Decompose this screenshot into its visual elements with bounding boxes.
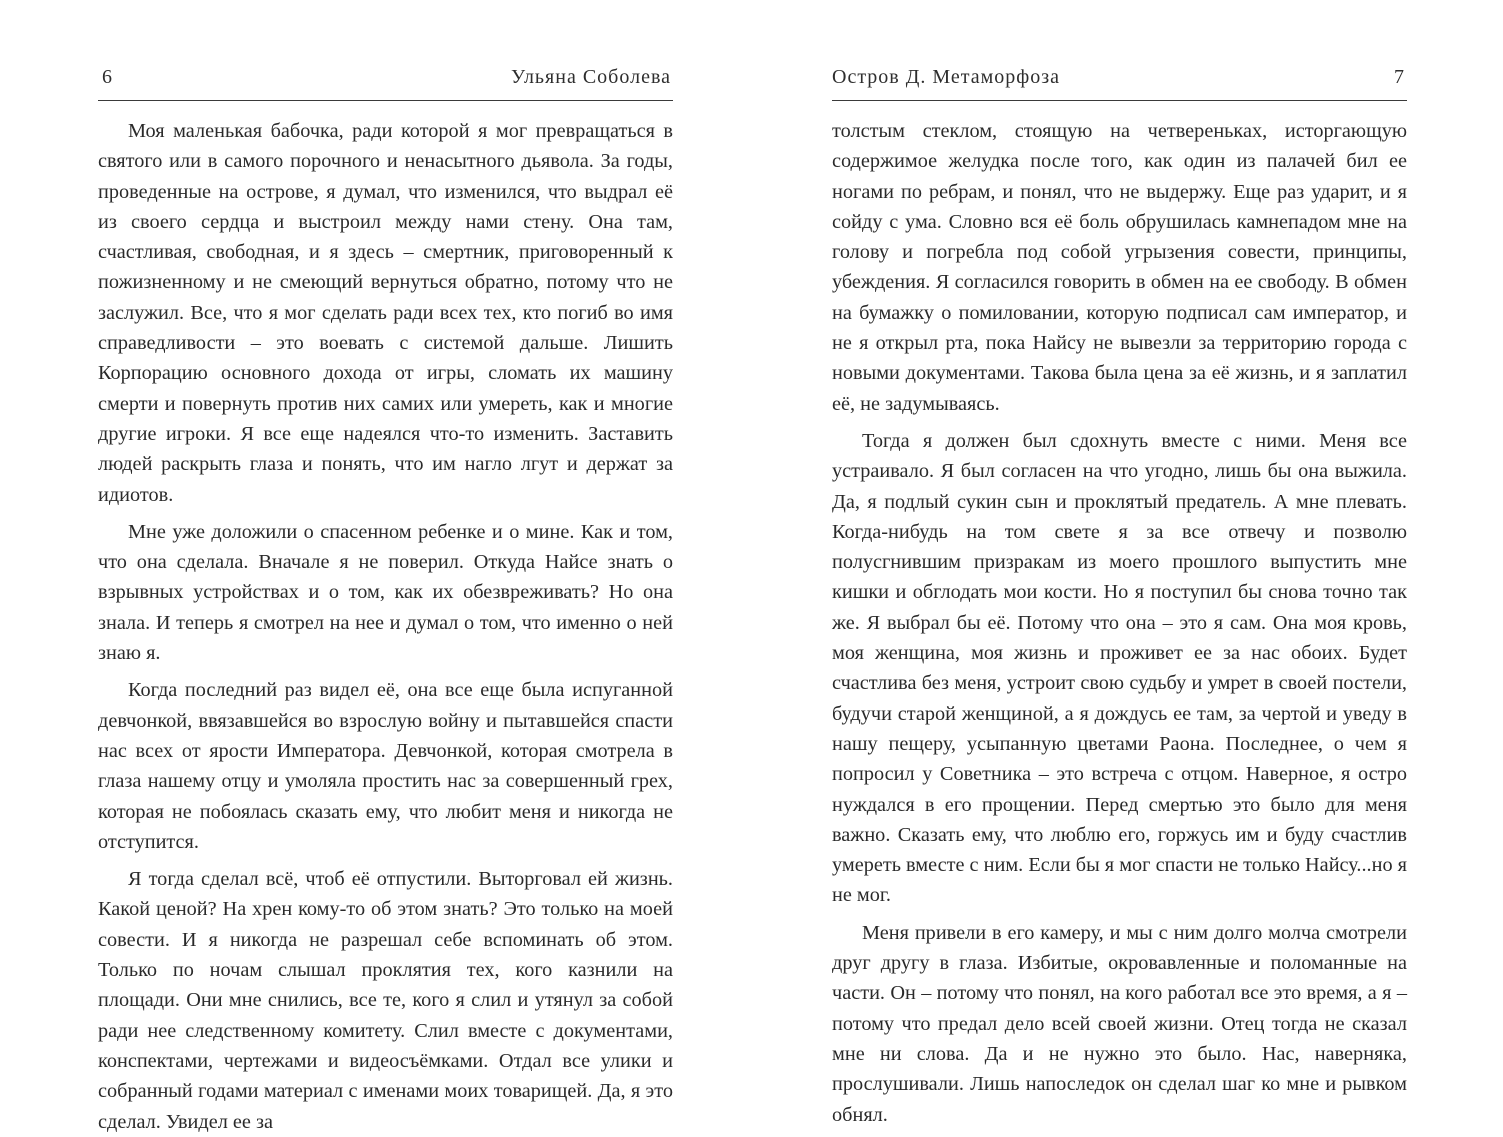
paragraph: Я тогда сделал всё, чтоб её отпустили. Выторговал ей жизнь. Какой ценой? На хрен кому-то об этом знать? Это только на моей совести. И я никогда не разрешал себе вспоминать об этом. Только по ночам слышал проклятия тех, кого казнили на площади. Они мне снились, все те, кого я слил и утянул за собой ради нее следственному комитету. Слил вместе с документами, конспектами, чертежами и видеосъёмками. Отдал все улики и собранный годами материал с именами моих товарищей. Да, я это сделал. Увидел ее за [98, 868, 673, 1133]
paragraph-continued: толстым стеклом, стоящую на четвереньках, исторгающую содержимое желудка после того, как один из палачей бил ее ногами по ребрам, и понял, что не выдержу. Еще раз ударит, и я сойду с ума. Словно вся её боль обрушилась камнепадом мне на голову и погребла под собой угрызения совести, принципы, убеждения. Я согласился говорить в обмен на ее свободу. В обмен на бумажку о помиловании, которую подписал сам император, и не я открыл рта, пока Найсу не вывезли за территорию города с новыми документами. Такова была цена за её жизнь, и я заплатил её, не задумываясь. [832, 120, 1407, 415]
left-page [98, 0, 673, 1133]
paragraph: Тогда я должен был сдохнуть вместе с ними. Меня все устраивало. Я был согласен на что угодно, лишь бы она выжила. Да, я подлый сукин сын и проклятый предатель. А мне плевать. Когда-нибудь на том свете я за все отвечу и позволю полусгнившим призракам из моего прошлого выпустить мне кишки и обглодать мои кости. Но я поступил бы снова точно так же. Я выбрал бы её. Потому что она – это я сам. Она моя кровь, моя женщина, моя жизнь и проживет ее за нас обоих. Будет счастлива без меня, устроит свою судьбу и умрет в своей постели, будучи старой женщиной, а я дождусь ее там, за чертой и уведу в нашу пещеру, усыпанную цветами Раона. Последнее, о чем я попросил у Советника – это встреча с отцом. Наверное, я остро нуждался в его прощении. Перед смертью это было для меня важно. Сказать ему, что люблю его, горжусь им и буду счастлив умереть вместе с ним. Если бы я мог спасти не только Найсу...но я не мог. [832, 429, 1407, 907]
right-page-body [832, 116, 1407, 1130]
header-rule [98, 100, 673, 101]
paragraph: Мне уже доложили о спасенном ребенке и о мине. Как и том, что она сделала. Вначале я не поверил. Откуда Найсе знать о взрывных устройствах и о том, как их обезвреживать? Но она знала. И теперь я смотрел на нее и думал о том, что именно о ней знаю я. [98, 520, 673, 665]
running-title: Остров Д. Метаморфоза [832, 66, 1061, 88]
right-page [832, 0, 1407, 1126]
header-rule [832, 100, 1407, 101]
paragraph: Моя маленькая бабочка, ради которой я мог превращаться в святого или в самого порочного и ненасытного дьявола. За годы, проведенные на острове, я думал, что изменился, что выдрал её из своего сердца и выстроил между нами стену. Она там, счастливая, свободная, и я здесь – смертник, приговоренный к пожизненному и не смеющий вернуться обратно, потому что не заслужил. Все, что я мог сделать ради всех тех, кто погиб во имя справедливости – это воевать с системой дальше. Лишить Корпорацию основного дохода от игры, сломать их машину смерти и повернуть против них самих или умереть, как и многие другие игроки. Я все еще надеялся что-то изменить. Заставить людей раскрыть глаза и понять, что им нагло лгут и держат за идиотов. [98, 120, 673, 506]
page-number: 7 [1394, 66, 1405, 88]
right-page-header [832, 66, 1407, 92]
paragraph: Меня привели в его камеру, и мы с ним долго молча смотрели друг другу в глаза. Избитые, окровавленные и поломанные на части. Он – потому что понял, на кого работал все это время, а я – потому что предал дело всей своей жизни. Отец тогда не сказал мне ни слова. Да и не нужно это было. Нас, наверняка, прослушивали. Лишь напоследок он сделал шаг ко мне и рывком обнял. [832, 921, 1407, 1126]
paragraph: Когда последний раз видел её, она все еще была испуганной девчонкой, ввязавшейся во взрослую войну и пытавшейся спасти нас всех от ярости Императора. Девчонкой, которая смотрела в глаза нашему отцу и умоляла простить нас за совершенный грех, которая не побоялась сказать ему, что любит меня и никогда не отступится. [98, 679, 673, 853]
left-page-body [98, 116, 673, 1137]
page-number: 6 [102, 66, 113, 88]
left-page-header [98, 66, 673, 92]
running-title: Ульяна Соболева [511, 66, 671, 88]
